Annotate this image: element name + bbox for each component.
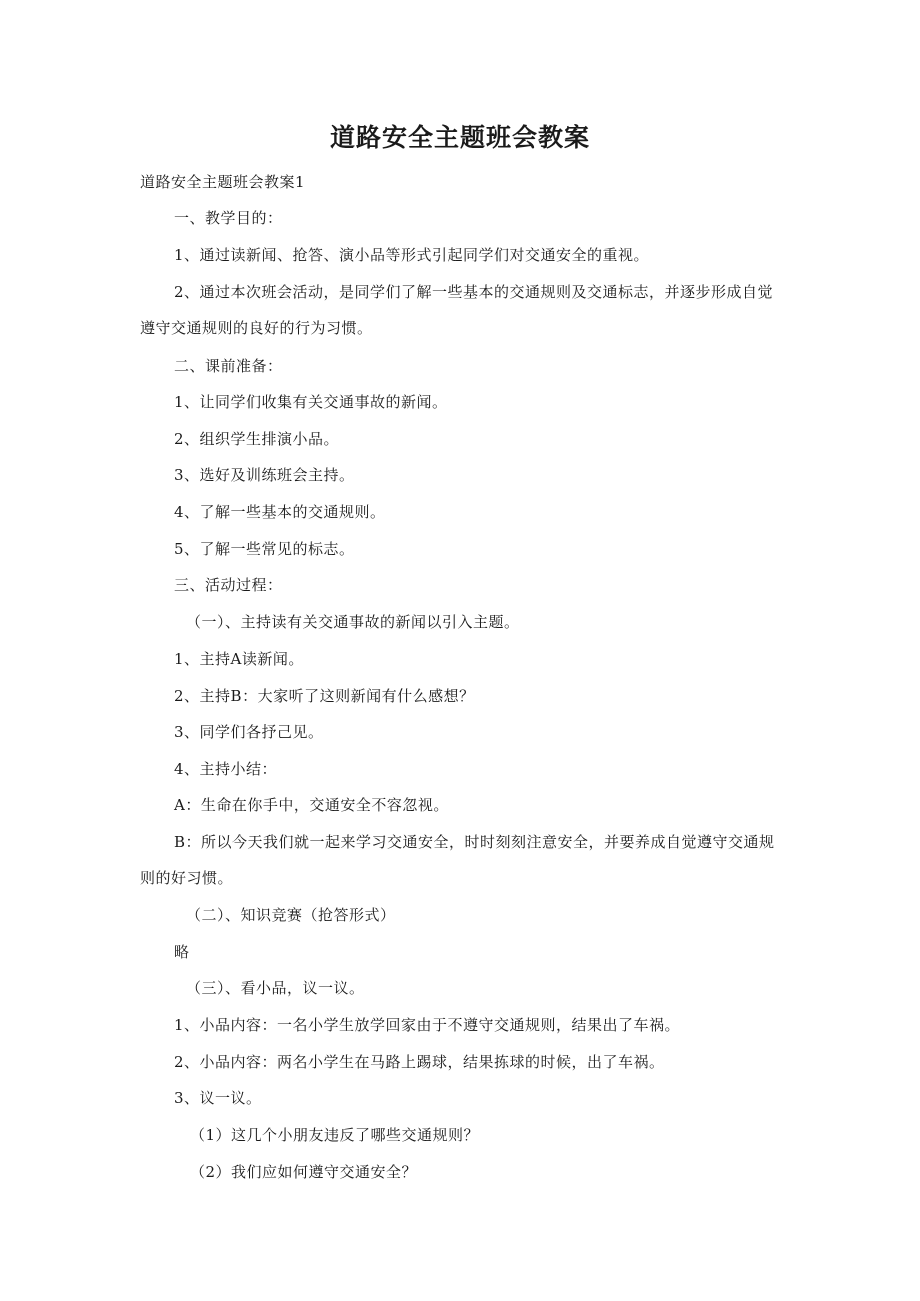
paragraph-line: 3、同学们各抒己见。: [174, 723, 324, 741]
section-heading: 二、课前准备：: [174, 357, 283, 375]
paragraph-line: 遵守交通规则的良好的行为习惯。: [140, 319, 373, 337]
paragraph-line: B：所以今天我们就一起来学习交通安全，时时刻刻注意安全，并要养成自觉遵守交通规: [174, 833, 775, 851]
paragraph-line: A：生命在你手中，交通安全不容忽视。: [174, 796, 449, 814]
subsection-heading: （三）、看小品，议一议。: [186, 979, 365, 997]
paragraph-line: （2）我们应如何遵守交通安全？: [190, 1163, 418, 1181]
paragraph-line: （1）这几个小朋友违反了哪些交通规则？: [190, 1126, 480, 1144]
document-title: 道路安全主题班会教案: [329, 123, 590, 152]
paragraph-line: 2、小品内容：两名小学生在马路上踢球，结果拣球的时候，出了车祸。: [174, 1053, 665, 1071]
paragraph-line: 4、了解一些基本的交通规则。: [174, 503, 386, 521]
paragraph-line: 3、议一议。: [174, 1089, 262, 1107]
paragraph-line: 3、选好及训练班会主持。: [174, 466, 355, 484]
paragraph-line: 则的好习惯。: [140, 869, 234, 887]
paragraph-line: 2、组织学生排演小品。: [174, 430, 340, 448]
paragraph-line: 1、主持A读新闻。: [174, 650, 304, 668]
section-heading: 一、教学目的：: [174, 209, 283, 227]
paragraph-line: 略: [174, 943, 190, 961]
paragraph-line: 5、了解一些常见的标志。: [174, 540, 355, 558]
paragraph-line: 2、主持B：大家听了这则新闻有什么感想？: [174, 687, 475, 705]
subsection-heading: （一）、主持读有关交通事故的新闻以引入主题。: [186, 613, 520, 631]
subtitle-line: 道路安全主题班会教案1: [140, 173, 306, 191]
paragraph-line: 1、小品内容：一名小学生放学回家由于不遵守交通规则，结果出了车祸。: [174, 1016, 681, 1034]
paragraph-line: 4、主持小结：: [174, 760, 278, 778]
paragraph-line: 1、通过读新闻、抢答、演小品等形式引起同学们对交通安全的重视。: [174, 246, 650, 264]
subsection-heading: （二）、知识竞赛（抢答形式）: [186, 906, 396, 924]
paragraph-line: 2、通过本次班会活动，是同学们了解一些基本的交通规则及交通标志，并逐步形成自觉: [174, 283, 774, 301]
section-heading: 三、活动过程：: [174, 576, 283, 594]
paragraph-line: 1、让同学们收集有关交通事故的新闻。: [174, 393, 448, 411]
